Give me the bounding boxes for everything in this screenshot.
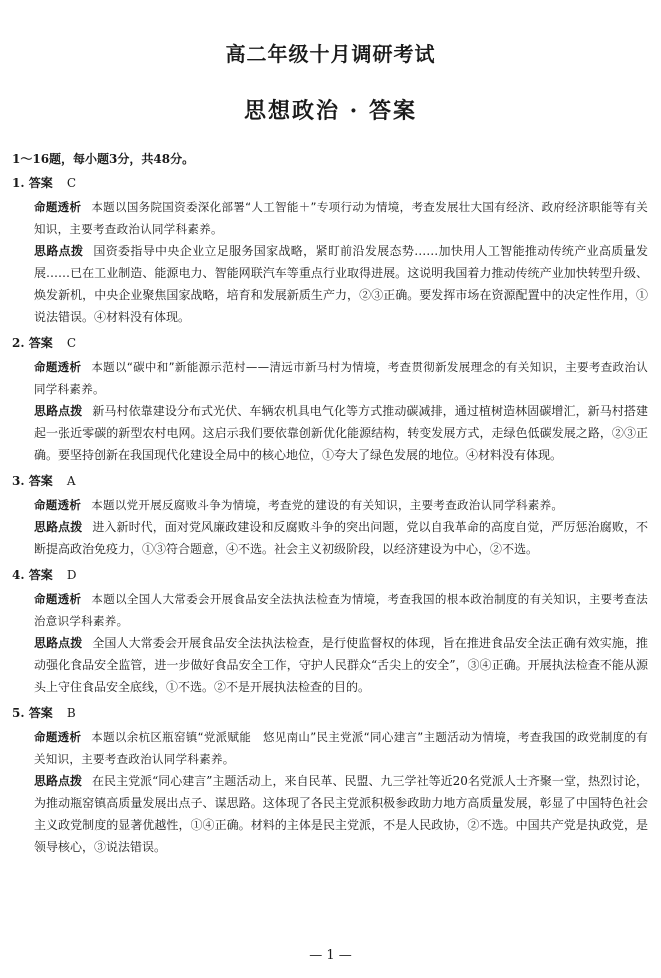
answer-choice: A xyxy=(66,474,76,488)
analysis-paragraph xyxy=(12,588,648,632)
hint-paragraph xyxy=(12,516,648,560)
question-item xyxy=(12,172,648,328)
question-header xyxy=(12,470,648,492)
hint-paragraph xyxy=(12,400,648,466)
question-item xyxy=(12,564,648,698)
exam-title: 高二年级十月调研考试 xyxy=(225,42,436,66)
question-number: 5. xyxy=(12,706,25,720)
question-number: 3. xyxy=(12,474,25,488)
question-number: 2. xyxy=(12,336,25,350)
analysis-paragraph xyxy=(12,196,648,240)
analysis-paragraph xyxy=(12,356,648,400)
analysis-label: 命题透析 xyxy=(34,730,82,744)
hint-paragraph xyxy=(12,240,648,328)
analysis-label: 命题透析 xyxy=(34,592,82,606)
hint-label: 思路点拨 xyxy=(34,244,84,258)
question-header xyxy=(12,172,648,194)
analysis-label: 命题透析 xyxy=(34,498,82,512)
hint-text: 新马村依靠建设分布式光伏、车辆农机具电气化等方式推动碳减排，通过植树造林固碳增汇，新马村搭建起一张近零碳的新型农村电网。这启示我们要依靠创新优化能源结构，转变发展方式，走绿色低碳发展之路，②③正确。要坚持创新在我国现代化建设全局中的核心地位，①夸大了绿色发展的地位。④材料没有体现。 xyxy=(34,404,648,462)
section-intro: 1～16题，每小题3分，共48分。 xyxy=(12,152,195,166)
analysis-paragraph xyxy=(12,494,648,516)
question-header xyxy=(12,564,648,586)
subject-title: 思想政治 · 答案 xyxy=(244,98,417,124)
question-number: 4. xyxy=(12,568,25,582)
analysis-text: 本题以党开展反腐败斗争为情境，考查党的建设的有关知识，主要考查政治认同学科素养。 xyxy=(91,498,564,512)
answer-label: 答案 xyxy=(28,474,53,488)
answer-choice: B xyxy=(66,706,76,720)
analysis-text: 本题以全国人大常委会开展食品安全法执法检查为情境，考查我国的根本政治制度的有关知识，主要考查法治意识学科素养。 xyxy=(34,592,649,628)
analysis-text: 本题以余杭区瓶窑镇“党派赋能 悠见南山”民主党派“同心建言”主题活动为情境，考查我国的政党制度的有关知识，主要考查政治认同学科素养。 xyxy=(34,730,648,766)
question-header xyxy=(12,702,648,724)
hint-text: 在民主党派“同心建言”主题活动上，来自民革、民盟、九三学社等近20名党派人士齐聚一堂，热烈讨论，为推动瓶窑镇高质量发展出点子、谋思路。这体现了各民主党派积极参政助力地方高质量发展，彰显了中国特色社会主义政党制度的显著优越性，①④正确。材料的主体是民主党派，不是人民政协，②不选。中国共产党是执政党，是领导核心，③说法错误。 xyxy=(34,774,648,854)
answer-choice: D xyxy=(66,568,77,582)
hint-paragraph xyxy=(12,770,648,858)
hint-label: 思路点拨 xyxy=(34,404,83,418)
question-item xyxy=(12,470,648,560)
question-item xyxy=(12,332,648,466)
hint-label: 思路点拨 xyxy=(34,636,83,650)
hint-label: 思路点拨 xyxy=(34,520,83,534)
answer-label: 答案 xyxy=(28,568,53,582)
hint-text: 国资委指导中央企业立足服务国家战略，紧盯前沿发展态势……加快用人工智能推动传统产业高质量发展……已在工业制造、能源电力、智能网联汽车等重点行业取得进展。这说明我国着力推动传统产业加快转型升级、焕发新机，中央企业聚焦国家战略，培育和发展新质生产力，②③正确。要发挥市场在资源配置中的决定性作用，①说法错误。④材料没有体现。 xyxy=(34,244,648,324)
analysis-text: 本题以国务院国资委深化部署“人工智能＋”专项行动为情境，考查发展壮大国有经济、政府经济职能等有关知识，主要考查政治认同学科素养。 xyxy=(34,200,649,236)
hint-text: 全国人大常委会开展食品安全法执法检查，是行使监督权的体现，旨在推进食品安全法正确有效实施，推动强化食品安全监管，进一步做好食品安全工作，守护人民群众“舌尖上的安全”，③④正确。开展执法检查不能从源头上守住食品安全底线，①不选。②不是开展执法检查的目的。 xyxy=(34,636,648,694)
hint-text: 进入新时代，面对党风廉政建设和反腐败斗争的突出问题，党以自我革命的高度自觉，严厉惩治腐败，不断提高政治免疫力，①③符合题意，④不选。社会主义初级阶段，以经济建设为中心，②不选。 xyxy=(34,520,648,556)
answer-label: 答案 xyxy=(28,176,53,190)
answer-label: 答案 xyxy=(28,706,53,720)
answer-choice: C xyxy=(66,336,77,350)
page-number: — 1 — xyxy=(309,948,352,963)
analysis-label: 命题透析 xyxy=(34,200,82,214)
question-item xyxy=(12,702,648,858)
analysis-text: 本题以“碳中和”新能源示范村——清远市新马村为情境，考查贯彻新发展理念的有关知识，主要考查政治认同学科素养。 xyxy=(34,360,649,396)
hint-paragraph xyxy=(12,632,648,698)
answer-list xyxy=(12,172,648,862)
analysis-label: 命题透析 xyxy=(34,360,82,374)
hint-label: 思路点拨 xyxy=(34,774,83,788)
answer-label: 答案 xyxy=(28,336,53,350)
question-header xyxy=(12,332,648,354)
analysis-paragraph xyxy=(12,726,648,770)
answer-choice: C xyxy=(66,176,77,190)
question-number: 1. xyxy=(12,176,25,190)
